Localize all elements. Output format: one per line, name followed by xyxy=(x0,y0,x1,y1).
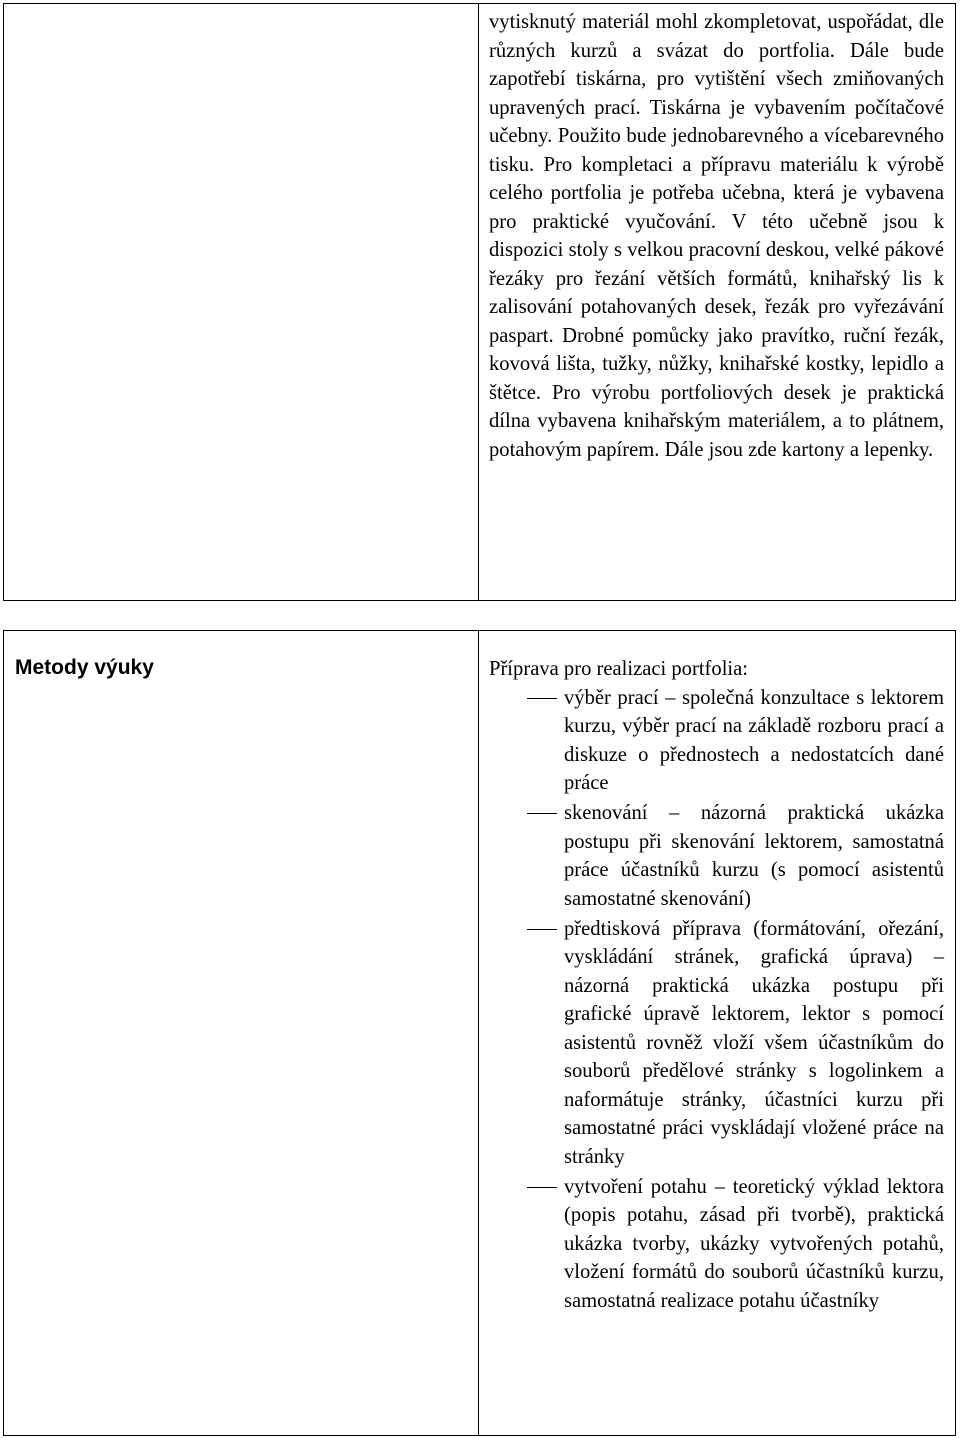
equipment-paragraph: vytisknutý materiál mohl zkompletovat, uspořádat, dle různých kurzů a svázat do portfolia. Dále bude zapotřebí tiskárna, pro vytištění všech zmiňovaných upravených prací. Tiskárna je vybavením počítačové učebny. Použito bude jednobarevného a vícebarevného tisku. Pro kompletaci a přípravu materiálu k výrobě celého portfolia je potřeba učebna, která je vybavena pro praktické vyučování. V této učebně jsou k dispozici stoly s velkou pracovní deskou, velké pákové řezáky pro řezání větších formátů, knihařský lis k zalisování potahovaných desek, řezák pro vyřezávání paspart. Drobné pomůcky jako pravítko, ruční řezák, kovová lišta, tužky, nůžky, knihařské kostky, lepidlo a štětce. Pro výrobu portfoliových desek je praktická dílna vybavena knihařským materiálem, a to plátnem, potahovým papírem. Dále jsou zde kartony a lepenky. xyxy=(489,11,944,461)
methods-table-row xyxy=(3,630,956,1436)
list-item-text: předtisková příprava (formátování, ořezání, vyskládání stránek, grafická úprava) – názorná praktická ukázka postupu při grafické úpravě lektorem, lektor s pomocí asistentů rovněž vloží všem účastníkům do souborů předělové stránky s logolinkem a naformátuje stránky, účastníci kurzu při samostatné práci vyskládají vložené práce na stránky xyxy=(564,917,944,1168)
list-item xyxy=(489,799,944,913)
list-item-text: vytvoření potahu – teoretický výklad lektora (popis potahu, zásad při tvorbě), praktická ukázka tvorby, ukázky vytvořených potahů, vložení formátů do souborů účastníků kurzu, samostatná realizace potahu účastníky xyxy=(564,1175,944,1312)
top-content-cell xyxy=(479,4,955,600)
dash-bullet-icon xyxy=(527,929,557,930)
list-item-text: skenování – názorná praktická ukázka postupu při skenování lektorem, samostatná práce účastníků kurzu (s pomocí asistentů samostatné skenování) xyxy=(564,802,944,910)
methods-list xyxy=(489,684,944,1316)
top-label-cell xyxy=(4,4,479,600)
methods-content-cell xyxy=(479,631,955,1435)
list-item xyxy=(489,915,944,1172)
list-item xyxy=(489,1173,944,1316)
list-item xyxy=(489,684,944,798)
list-item-text: výběr prací – společná konzultace s lektorem kurzu, výběr prací na základě rozboru prací a diskuze o přednostech a nedostatcích dané práce xyxy=(564,686,944,794)
methods-label-cell xyxy=(4,631,479,1435)
top-table-row xyxy=(3,3,956,601)
dash-bullet-icon xyxy=(527,698,557,699)
methods-label: Metody výuky xyxy=(15,656,154,679)
methods-intro: Příprava pro realizaci portfolia: xyxy=(489,658,749,680)
dash-bullet-icon xyxy=(527,813,557,814)
dash-bullet-icon xyxy=(527,1187,557,1188)
